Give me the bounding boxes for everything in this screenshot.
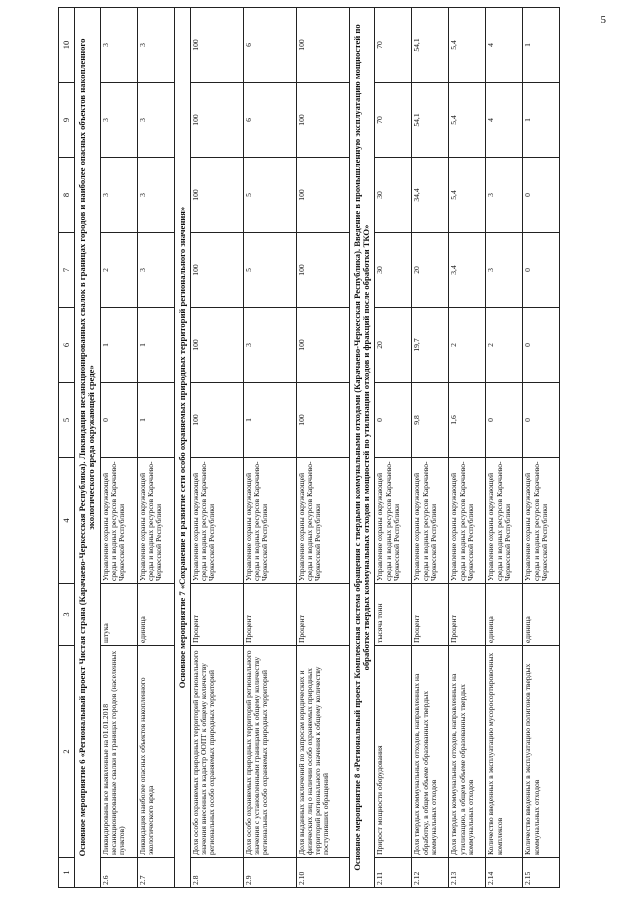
row-number: 2.14 — [486, 858, 523, 888]
indicator-value: 0 — [523, 308, 560, 383]
indicator-value: 6 — [243, 83, 296, 158]
indicator-table — [58, 7, 560, 888]
row-number: 2.7 — [137, 858, 174, 888]
unit-of-measure: Процент — [412, 584, 449, 646]
column-number: 7 — [59, 233, 75, 308]
section-title: Основное мероприятие 7 «Сохранение и развитие сети особо охраняемых природных территорий регионального значения» — [174, 8, 190, 888]
indicator-name: Прирост мощности оборудования — [375, 646, 412, 858]
indicator-name: Ликвидированы все выявленные на 01.01.2018 несанкционированные свалки в границах городов (населенных пунктов) — [100, 646, 137, 858]
indicator-value: 1 — [137, 308, 174, 383]
indicator-value: 3 — [137, 8, 174, 83]
indicator-value: 6 — [243, 8, 296, 83]
indicator-name: Доля твердых коммунальных отходов, направленных на утилизацию, в общем объеме образованных твердых коммунальных отходов — [449, 646, 486, 858]
indicator-value: 100 — [296, 383, 349, 458]
indicator-value: 3 — [100, 158, 137, 233]
indicator-value: 1 — [523, 83, 560, 158]
indicator-value: 1 — [137, 383, 174, 458]
column-number: 2 — [59, 646, 75, 858]
indicator-value: 0 — [523, 383, 560, 458]
column-number: 10 — [59, 8, 75, 83]
indicator-value: 0 — [523, 158, 560, 233]
responsible-executor: Управление охраны окружающей среды и водных ресурсов Карачаево-Черкесской Республики — [375, 458, 412, 584]
indicator-value: 4 — [486, 83, 523, 158]
unit-of-measure: единица — [486, 584, 523, 646]
table-row — [137, 8, 174, 888]
section-header-row — [75, 8, 101, 888]
section-title: Основное мероприятие 8 «Региональный проект Комплексная система обращения с твердыми коммунальными отходами (Карачаево-Черкесская Республика). Введение в промышленную эксплуатацию мощностей по обработке твердых коммунальных отходов и мощностей по утилизации отходов и фракций после обработки ТКО» — [349, 8, 375, 888]
table-row — [100, 8, 137, 888]
responsible-executor: Управление охраны окружающей среды и водных ресурсов Карачаево-Черкесской Республики — [523, 458, 560, 584]
page-number: 5 — [600, 14, 606, 26]
indicator-name: Доля выданных заключений по запросам юридических и физических лиц о наличии особо охраняемых природных территорий регионального значения к общему количеству поступивших обращений — [296, 646, 349, 858]
table-row — [243, 8, 296, 888]
table-body — [59, 8, 560, 888]
indicator-value: 34,4 — [412, 158, 449, 233]
responsible-executor: Управление охраны окружающей среды и водных ресурсов Карачаево-Черкесской Республики — [449, 458, 486, 584]
responsible-executor: Управление охраны окружающей среды и водных ресурсов Карачаево-Черкесской Республики — [137, 458, 174, 584]
unit-of-measure: единица — [137, 584, 174, 646]
indicator-name: Доля твердых коммунальных отходов, направленных на обработку, в общем объеме образованных твердых коммунальных отходов — [412, 646, 449, 858]
indicator-value: 3 — [137, 233, 174, 308]
indicator-name: Доля особо охраняемых природных территорий регионального значения с установленными границами к общему количеству региональных особо охраняемых природных территорий — [243, 646, 296, 858]
indicator-value: 1,6 — [449, 383, 486, 458]
indicator-value: 3 — [486, 158, 523, 233]
indicator-value: 3 — [486, 233, 523, 308]
indicator-name: Количество введенных в эксплуатацию мусоросортировочных комплексов — [486, 646, 523, 858]
indicator-value: 20 — [412, 233, 449, 308]
responsible-executor: Управление охраны окружающей среды и водных ресурсов Карачаево-Черкесской Республики — [100, 458, 137, 584]
indicator-value: 100 — [190, 233, 243, 308]
unit-of-measure: Процент — [449, 584, 486, 646]
indicator-value: 3 — [137, 83, 174, 158]
indicator-value: 100 — [296, 8, 349, 83]
indicator-value: 2 — [449, 308, 486, 383]
unit-of-measure: единица — [523, 584, 560, 646]
row-number: 2.12 — [412, 858, 449, 888]
indicator-value: 100 — [296, 83, 349, 158]
row-number: 2.10 — [296, 858, 349, 888]
column-number: 4 — [59, 458, 75, 584]
indicator-value: 0 — [523, 233, 560, 308]
indicator-value: 5 — [243, 158, 296, 233]
indicator-value: 2 — [486, 308, 523, 383]
indicator-value: 0 — [486, 383, 523, 458]
row-number: 2.15 — [523, 858, 560, 888]
table-row — [449, 8, 486, 888]
indicator-value: 100 — [296, 308, 349, 383]
indicator-value: 1 — [523, 8, 560, 83]
indicator-value: 0 — [100, 383, 137, 458]
indicator-value: 3,4 — [449, 233, 486, 308]
indicator-value: 5 — [243, 233, 296, 308]
responsible-executor: Управление охраны окружающей среды и водных ресурсов Карачаево-Черкесской Республики — [486, 458, 523, 584]
indicator-name: Количество введенных в эксплуатацию полигонов твердых коммунальных отходов — [523, 646, 560, 858]
column-number: 5 — [59, 383, 75, 458]
indicator-value: 3 — [100, 83, 137, 158]
indicator-value: 19,7 — [412, 308, 449, 383]
column-number: 8 — [59, 158, 75, 233]
table-row — [375, 8, 412, 888]
indicator-value: 3 — [100, 8, 137, 83]
rotated-page — [58, 8, 578, 888]
row-number: 2.13 — [449, 858, 486, 888]
indicator-value: 3 — [137, 158, 174, 233]
responsible-executor: Управление охраны окружающей среды и водных ресурсов Карачаево-Черкесской Республики — [190, 458, 243, 584]
indicator-value: 9,8 — [412, 383, 449, 458]
indicator-value: 0 — [375, 383, 412, 458]
indicator-value: 1 — [243, 383, 296, 458]
indicator-value: 70 — [375, 8, 412, 83]
section-header-row — [349, 8, 375, 888]
row-number: 2.11 — [375, 858, 412, 888]
indicator-value: 100 — [190, 8, 243, 83]
indicator-value: 54,1 — [412, 8, 449, 83]
indicator-value: 100 — [190, 83, 243, 158]
row-number: 2.9 — [243, 858, 296, 888]
indicator-value: 100 — [296, 233, 349, 308]
indicator-value: 100 — [190, 158, 243, 233]
row-number: 2.6 — [100, 858, 137, 888]
table-row — [190, 8, 243, 888]
column-number-row — [59, 8, 75, 888]
indicator-value: 1 — [100, 308, 137, 383]
indicator-value: 2 — [100, 233, 137, 308]
indicator-name: Ликвидация наиболее опасных объектов накопленного экологического вреда — [137, 646, 174, 858]
responsible-executor: Управление охраны окружающей среды и водных ресурсов Карачаево-Черкесской Республики — [296, 458, 349, 584]
unit-of-measure: Процент — [243, 584, 296, 646]
indicator-value: 5,4 — [449, 158, 486, 233]
indicator-value: 54,1 — [412, 83, 449, 158]
unit-of-measure: Процент — [190, 584, 243, 646]
indicator-name: Доля особо охраняемых природных территорий регионального значения внесенных в кадастр ООПТ к общему количеству региональных особо охраняемых природных территорий — [190, 646, 243, 858]
section-title: Основное мероприятие 6 «Региональный проект Чистая страна (Карачаево-Черкесская Республика). Ликвидация несанкционированных свалок в границах городов и наиболее опасных объектов накопленного экологического вреда окружающей среде» — [75, 8, 101, 888]
indicator-value: 4 — [486, 8, 523, 83]
indicator-value: 3 — [243, 308, 296, 383]
unit-of-measure: штука — [100, 584, 137, 646]
column-number: 1 — [59, 858, 75, 888]
indicator-value: 100 — [190, 308, 243, 383]
indicator-value: 20 — [375, 308, 412, 383]
unit-of-measure: тысяча тонн — [375, 584, 412, 646]
indicator-value: 100 — [190, 383, 243, 458]
row-number: 2.8 — [190, 858, 243, 888]
responsible-executor: Управление охраны окружающей среды и водных ресурсов Карачаево-Черкесской Республики — [412, 458, 449, 584]
unit-of-measure: Процент — [296, 584, 349, 646]
column-number: 3 — [59, 584, 75, 646]
table-row — [412, 8, 449, 888]
column-number: 6 — [59, 308, 75, 383]
indicator-value: 5,4 — [449, 83, 486, 158]
table-row — [296, 8, 349, 888]
table-row — [486, 8, 523, 888]
section-header-row — [174, 8, 190, 888]
column-number: 9 — [59, 83, 75, 158]
responsible-executor: Управление охраны окружающей среды и водных ресурсов Карачаево-Черкесской Республики — [243, 458, 296, 584]
indicator-value: 30 — [375, 233, 412, 308]
indicator-value: 30 — [375, 158, 412, 233]
indicator-value: 5,4 — [449, 8, 486, 83]
indicator-value: 70 — [375, 83, 412, 158]
indicator-value: 100 — [296, 158, 349, 233]
table-row — [523, 8, 560, 888]
